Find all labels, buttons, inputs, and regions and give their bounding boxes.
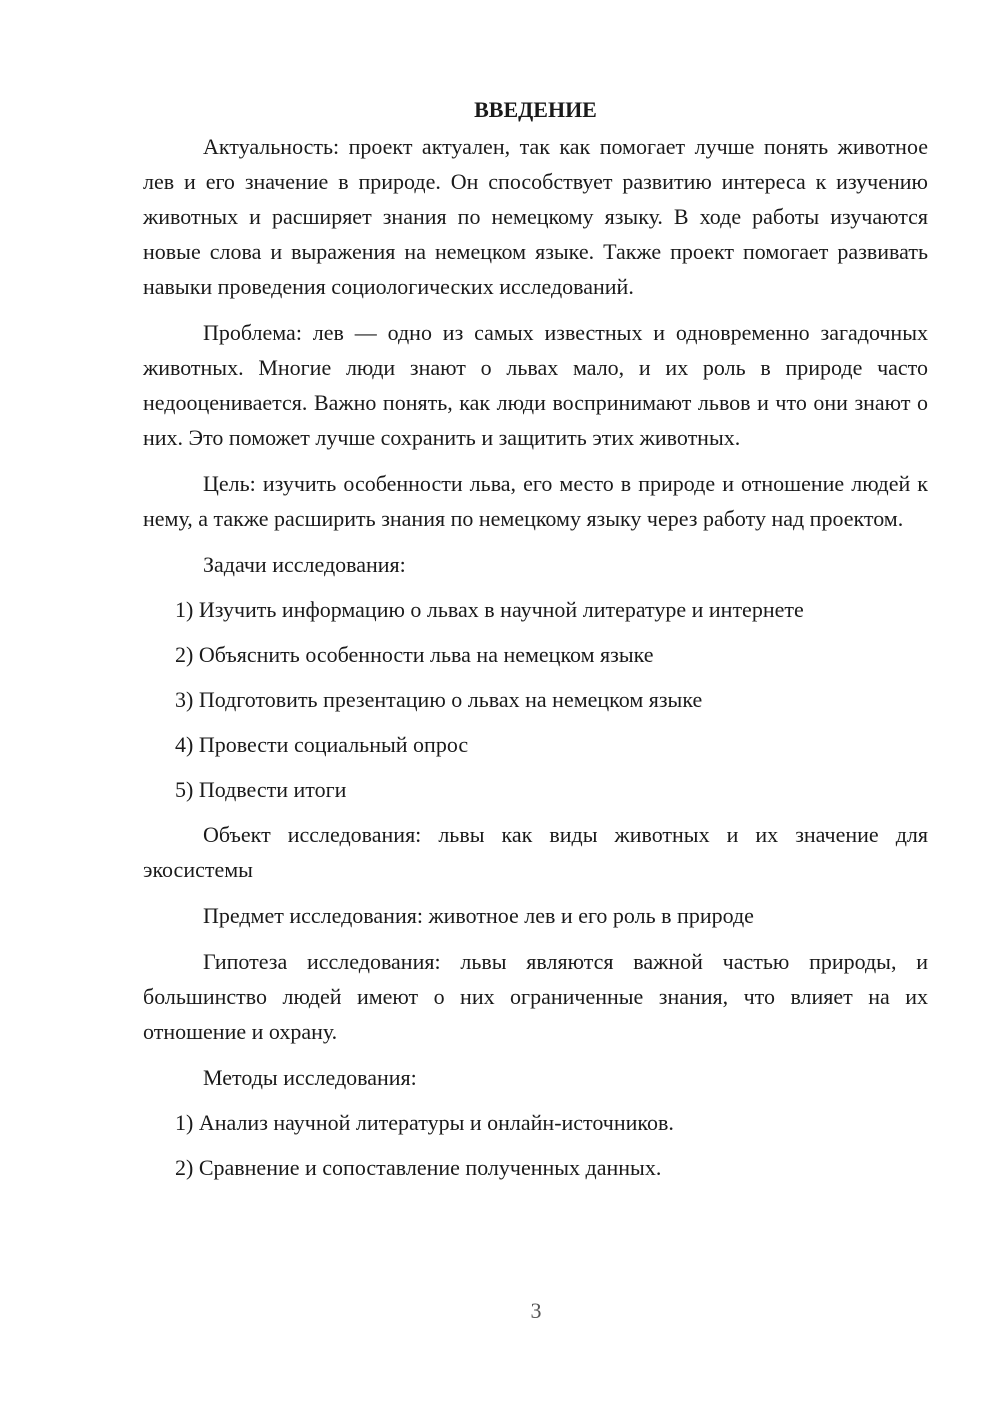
method-item: 1) Анализ научной литературы и онлайн-источников. — [175, 1110, 674, 1135]
method-item: 2) Сравнение и сопоставление полученных данных. — [175, 1155, 662, 1180]
relevance-paragraph: Актуальность: проект актуален, так как помогает лучше понять животное лев и его значение в природе. Он способствует развитию интереса к изучению животных и расширяет знания по немецкому языку. В ходе работы изучаются новые слова и выражения на немецком языке. Также проект помогает развивать навыки проведения социологических исследований. — [143, 134, 928, 299]
methods-heading: Методы исследования: — [203, 1065, 417, 1090]
object-paragraph: Объект исследования: львы как виды животных и их значение для экосистемы — [143, 822, 928, 882]
task-item: 5) Подвести итоги — [175, 777, 347, 802]
task-item: 4) Провести социальный опрос — [175, 732, 469, 757]
problem-paragraph: Проблема: лев — одно из самых известных и одновременно загадочных животных. Многие люди знают о львах мало, и их роль в природе часто недооценивается. Важно понять, как люди воспринимают львов и что они знают о них. Это поможет лучше сохранить и защитить этих животных. — [143, 320, 928, 450]
goal-paragraph: Цель: изучить особенности льва, его место в природе и отношение людей к нему, а также расширить знания по немецкому языку через работу над проектом. — [143, 471, 928, 531]
page-number: 3 — [530, 1298, 542, 1323]
section-title: ВВЕДЕНИЕ — [474, 97, 597, 122]
document-page — [143, 92, 928, 1195]
tasks-heading: Задачи исследования: — [203, 552, 406, 577]
task-item: 3) Подготовить презентацию о львах на немецком языке — [175, 687, 703, 712]
task-item: 2) Объяснить особенности льва на немецком языке — [175, 642, 654, 667]
task-item: 1) Изучить информацию о львах в научной литературе и интернете — [175, 597, 804, 622]
methods-list — [143, 1105, 928, 1185]
hypothesis-paragraph: Гипотеза исследования: львы являются важной частью природы, и большинство людей имеют о них ограниченные знания, что влияет на их отношение и охрану. — [143, 949, 928, 1044]
tasks-list — [143, 592, 928, 807]
subject-paragraph: Предмет исследования: животное лев и его роль в природе — [203, 903, 754, 928]
